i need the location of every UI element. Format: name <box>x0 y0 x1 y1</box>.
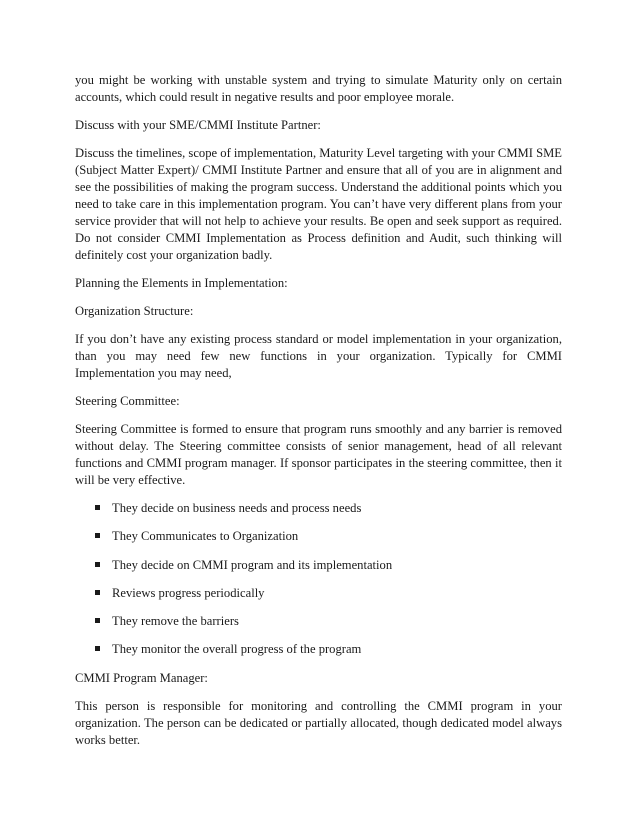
program-manager-paragraph: This person is responsible for monitoring and controlling the CMMI program in your organization. The person can be dedicated or partially allocated, though dedicated model always works better. <box>75 698 562 747</box>
organization-structure-paragraph: If you don’t have any existing process standard or model implementation in your organization, than you may need few new functions in your organization. Typically for CMMI Implementation you may need, <box>75 332 562 380</box>
list-item-text: They decide on CMMI program and its implementation <box>112 557 393 572</box>
list-item-text: They monitor the overall progress of the program <box>112 642 362 657</box>
planning-elements-heading: Planning the Elements in Implementation: <box>75 276 288 290</box>
list-item <box>75 500 562 517</box>
list-item <box>75 641 562 658</box>
document-page <box>75 72 562 760</box>
square-bullet-icon <box>95 646 100 651</box>
list-item <box>75 557 562 574</box>
list-item <box>75 528 562 545</box>
square-bullet-icon <box>95 562 100 567</box>
steering-committee-paragraph: Steering Committee is formed to ensure that program runs smoothly and any barrier is removed without delay. The Steering committee consists of senior management, head of all relevant functions and CMMI program manager. If sponsor participates in the steering committee, then it will be very effective. <box>75 422 562 487</box>
list-item <box>75 613 562 630</box>
steering-committee-duties-list <box>75 500 562 658</box>
square-bullet-icon <box>95 505 100 510</box>
list-item <box>75 585 562 602</box>
square-bullet-icon <box>95 618 100 623</box>
square-bullet-icon <box>95 590 100 595</box>
list-item-text: They remove the barriers <box>112 614 239 629</box>
organization-structure-heading: Organization Structure: <box>75 304 194 318</box>
program-manager-heading: CMMI Program Manager: <box>75 670 208 685</box>
sme-partner-heading: Discuss with your SME/CMMI Institute Partner: <box>75 118 321 132</box>
list-item-text: They decide on business needs and process needs <box>112 501 362 515</box>
sme-partner-paragraph: Discuss the timelines, scope of implementation, Maturity Level targeting with your CMMI SME (Subject Matter Expert)/ CMMI Institute Partner and ensure that all of you are in alignment and see the possibilities of making the program success. Understand the additional points which you need to take care in this implementation program. You can’t have very different plans from your service provider that will not help to achieve your results. Be open and seek support as required. Do not consider CMMI Implementation as Process definition and Audit, such thinking will definitely cost your organization badly. <box>75 146 562 262</box>
list-item-text: They Communicates to Organization <box>112 529 299 544</box>
steering-committee-heading: Steering Committee: <box>75 394 180 408</box>
list-item-text: Reviews progress periodically <box>112 585 265 600</box>
square-bullet-icon <box>95 533 100 538</box>
intro-paragraph: you might be working with unstable system and trying to simulate Maturity only on certain accounts, which could result in negative results and poor employee morale. <box>75 73 562 104</box>
